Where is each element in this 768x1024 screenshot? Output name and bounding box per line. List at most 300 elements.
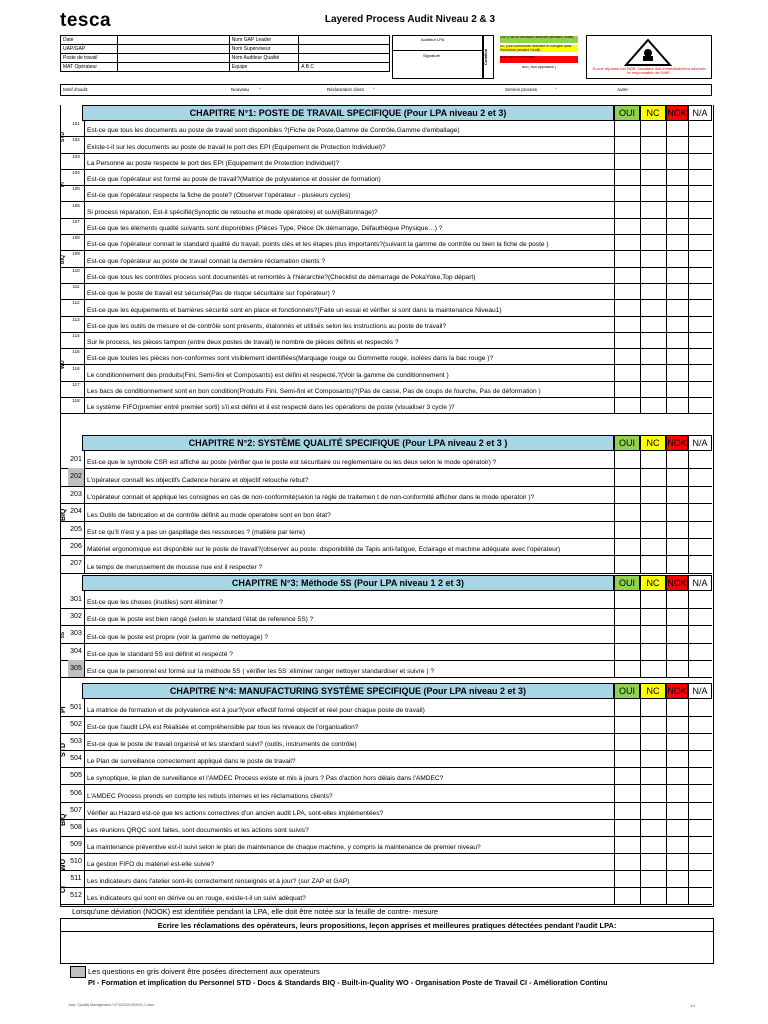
question-number: 101: [68, 120, 85, 136]
question-number: 509: [68, 836, 85, 853]
answer-oui-cell[interactable]: [614, 316, 641, 332]
question-text: Est-ce que les équipements et barrières sécurité sont en place et fonctionnels?(Faite un essai et vérifier si sont dans la maintenance Niveau1): [87, 306, 502, 314]
checklist-row: [60, 625, 712, 643]
answer-nc-cell[interactable]: [640, 486, 667, 503]
question-number: 112: [68, 299, 85, 315]
answer-nc-cell[interactable]: [640, 202, 667, 218]
question-text: Le système FIFO(premier entré premier sorti) s'il est défini et il est respecté dans les opérations de poste (visualiser 3 cycle )?: [87, 404, 455, 412]
checklist-row: [60, 185, 712, 202]
mat-operateur-field[interactable]: [117, 63, 229, 72]
auditeur-label: Auditeur LPA: [421, 37, 445, 42]
question-number: 207: [68, 555, 85, 572]
question-text: Est ce que le personnel est formé sur la méthode 5S ( vérifier les 5S :éliminer ranger nettoyer standardiser et suivre ) ?: [87, 667, 435, 675]
question-number: 105: [68, 185, 85, 201]
col-oui: OUI: [614, 435, 640, 451]
answer-na-cell[interactable]: [688, 660, 715, 677]
deviation-note: Lorsqu'une déviation (NOOK) est identifiée pendant la LPA, elle doit être notée sur la feuille de contre- mesure: [72, 907, 439, 916]
checklist-row: [60, 468, 712, 486]
answer-nc-cell[interactable]: [640, 169, 667, 185]
question-number: 507: [68, 802, 85, 819]
answer-nc-cell[interactable]: [640, 733, 667, 750]
checklist-row: [60, 381, 712, 398]
answer-oui-cell[interactable]: [614, 716, 641, 733]
answer-oui-cell[interactable]: [614, 643, 641, 660]
checklist-row: [60, 153, 712, 170]
question-number: 205: [68, 521, 85, 538]
checklist-row: [60, 218, 712, 235]
question-number: 206: [68, 538, 85, 555]
answer-na-cell[interactable]: [688, 870, 715, 887]
answer-nc-cell[interactable]: [640, 136, 667, 152]
answer-oui-cell[interactable]: [614, 591, 641, 608]
answer-nc-cell[interactable]: [640, 521, 667, 538]
checklist-row: [60, 136, 712, 153]
question-number: 111: [68, 283, 85, 299]
answer-oui-cell[interactable]: [614, 218, 641, 234]
question-number: 116: [68, 365, 85, 381]
col-nok: NOK: [666, 105, 688, 121]
question-text: Est-ce que l'opérateur est formé au poste de travail?(Matrice de polyvalence et dossier de formation): [87, 176, 381, 184]
answer-nc-cell[interactable]: [640, 185, 667, 201]
answer-oui-cell[interactable]: [614, 397, 641, 413]
answer-oui-cell[interactable]: [614, 169, 641, 185]
answer-na-cell[interactable]: [688, 785, 715, 802]
answer-oui-cell[interactable]: [614, 234, 641, 250]
chapter-4-title: CHAPITRE N°4: MANUFACTURING SYSTÈME SPECIFIQUE (Pour LPA niveau 2 et 3): [82, 683, 614, 699]
category-wo: WO: [60, 858, 67, 872]
category-wo: WO: [60, 360, 66, 370]
checklist-row: [60, 716, 712, 734]
question-text: La matrice de formation et de polyvalence est à jour?(voir effectif formé objectif et réel pour chaque poste de travail): [87, 707, 425, 715]
question-text: L'AMDEC Process prends en compte les rebuts internes et les réclamations clients?: [87, 792, 333, 800]
superviseur-field[interactable]: [299, 45, 390, 54]
chapter-2-title: CHAPITRE N°2: SYSTÈME QUALITÉ SPECIFIQUE (Pour LPA niveau 2 et 3 ): [82, 435, 614, 451]
checklist-row: [60, 234, 712, 251]
question-number: 117: [68, 381, 85, 397]
question-number: 106: [68, 202, 85, 218]
nouveau-checkbox[interactable]: ▫: [259, 86, 261, 92]
answer-nc-cell[interactable]: [640, 538, 667, 555]
answer-nc-cell[interactable]: [640, 750, 667, 767]
checklist-row: [60, 802, 712, 820]
grey-legend-swatch: [70, 966, 86, 978]
checklist-row: [60, 503, 712, 521]
checklist-row: [60, 785, 712, 803]
info-label: UAP/GAP: [61, 45, 118, 54]
checklist-row: [60, 538, 712, 556]
answer-nc-cell[interactable]: [640, 853, 667, 870]
question-text: Les indicateurs dans l'atelier sont-ils correctement renseignés et à jour? (sur ZAP et GAP): [87, 878, 350, 886]
question-text: Le temps de merussement de mousse nue est il respecter ?: [87, 563, 263, 571]
answer-na-cell[interactable]: [688, 381, 715, 397]
reclamation-option[interactable]: Réclamation client: [327, 87, 364, 92]
category-5s: 5S: [60, 631, 66, 639]
checklist-row: [60, 120, 712, 137]
checklist-row: [60, 767, 712, 785]
auditeur-qualite-field[interactable]: [299, 54, 390, 63]
answer-nc-cell[interactable]: [640, 608, 667, 625]
answer-nc-cell[interactable]: [640, 591, 667, 608]
question-text: La Personne au poste respecte le port des EPI (Equipement de Protection Individuel)?: [87, 159, 340, 167]
category-biq: BIQ: [60, 813, 67, 827]
question-text: Vérifier au Hazard est-ce que les actions correctives d'un ancien audit LPA, sont-elles implémentées?: [87, 809, 384, 817]
question-number: 303: [68, 625, 85, 642]
answer-oui-cell[interactable]: [614, 283, 641, 299]
question-number: 502: [68, 716, 85, 733]
answer-na-cell[interactable]: [688, 365, 715, 381]
answer-na-cell[interactable]: [688, 887, 715, 904]
answer-oui-cell[interactable]: [614, 202, 641, 218]
question-number: 506: [68, 785, 85, 802]
answer-nc-cell[interactable]: [640, 699, 667, 716]
question-text: Matériel ergonomique est disponible sur le poste de travail?(observer au poste: disponibilité de Tapis anti-fatigue, Eclairage et machine adéquate avec l'opérateur): [87, 546, 561, 554]
answer-nc-cell[interactable]: [640, 555, 667, 572]
checklist-row: [60, 643, 712, 661]
service-option[interactable]: Service process: [505, 87, 538, 92]
checklist-row: [60, 750, 712, 768]
date-field[interactable]: [117, 36, 229, 45]
answer-nc-cell[interactable]: [640, 836, 667, 853]
question-number: 202: [68, 468, 85, 485]
question-text: Est-ce que l'opérateur connait le standard qualité du travail, points clés et les étapes plus importants?(suivant la gamme de contrôle ou bien la fiche de poste ): [87, 241, 549, 249]
question-number: 503: [68, 733, 85, 750]
answer-nc-cell[interactable]: [640, 120, 667, 136]
answer-na-cell[interactable]: [688, 819, 715, 836]
col-nok: NOK: [666, 683, 688, 699]
answer-oui-cell[interactable]: [614, 120, 641, 136]
question-number: 512: [68, 887, 85, 904]
answer-nc-cell[interactable]: [640, 283, 667, 299]
question-number: 505: [68, 767, 85, 784]
document-title: Layered Process Audit Niveau 2 & 3: [324, 14, 496, 25]
answer-nc-cell[interactable]: [640, 234, 667, 250]
answer-nc-cell[interactable]: [640, 397, 667, 413]
answer-nc-cell[interactable]: [640, 218, 667, 234]
question-text: L'opérateur connaît les objectifs Cadence horaire et objectif retouche rebut?: [87, 476, 309, 484]
question-text: La maintenance préventive est-il suivi selon le plan de maintenance de chaque machine, y compris la maintenance de premier niveau?: [87, 843, 481, 851]
answer-na-cell[interactable]: [688, 538, 715, 555]
answer-nc-cell[interactable]: [640, 316, 667, 332]
checklist-row: [60, 819, 712, 837]
checklist-row: [60, 660, 712, 678]
answer-nc-cell[interactable]: [640, 503, 667, 520]
question-text: Est-ce que l'opérateur au poste de travail connait la dernière réclamation clients ?: [87, 257, 326, 265]
answer-na-cell[interactable]: [688, 283, 715, 299]
question-text: La gestion FIFO du matériel est-elle suivie?: [87, 860, 215, 868]
answer-nc-cell[interactable]: [640, 887, 667, 904]
answer-oui-cell[interactable]: [614, 785, 641, 802]
answer-na-cell[interactable]: [688, 750, 715, 767]
abbreviation-legend: PI - Formation et implication du Personnel STD - Docs & Standards BIQ - Built-in-Quality WO - Organisation Poste de Travail CI - Amélioration Continu: [88, 978, 608, 987]
warning-icon: [623, 38, 673, 68]
col-nc: NC: [640, 575, 666, 591]
answer-oui-cell[interactable]: [614, 733, 641, 750]
answer-na-cell[interactable]: [688, 699, 715, 716]
checklist-row: [60, 283, 712, 300]
checklist-row: [60, 202, 712, 219]
question-number: 107: [68, 218, 85, 234]
question-number: 302: [68, 608, 85, 625]
info-label: Poste de travail: [61, 54, 118, 63]
question-text: Est-ce que les éléments qualité suivants sont disponibles (Pièces Type, Pièce Ok démarrage, Défauthèque Physique…) ?: [87, 225, 443, 233]
answer-nc-cell[interactable]: [640, 332, 667, 348]
checklist-row: [60, 608, 712, 626]
answer-nc-cell[interactable]: [640, 716, 667, 733]
answer-nc-cell[interactable]: [640, 267, 667, 283]
answer-oui-cell[interactable]: [614, 608, 641, 625]
col-nc: NC: [640, 683, 666, 699]
col-na: N/A: [688, 575, 712, 591]
motif-label: Motif d'audit:: [63, 87, 89, 92]
answer-na-cell[interactable]: [688, 332, 715, 348]
poste-field[interactable]: [117, 54, 229, 63]
reclamation-checkbox[interactable]: ▫: [373, 86, 375, 92]
answer-nc-cell[interactable]: [640, 153, 667, 169]
answer-oui-cell[interactable]: [614, 767, 641, 784]
answer-na-cell[interactable]: [688, 503, 715, 520]
question-text: Le conditionnement des produits(Fini, Semi-fini et Composants) est défini et respecté,?(Voir la gamme de conditionnement ): [87, 371, 449, 379]
question-text: Sur le process, les pièces tampon (entre deux postes de travail) le nombre de pièces définis et respectés ?: [87, 339, 399, 347]
question-number: 301: [68, 591, 85, 608]
question-number: 511: [68, 870, 85, 887]
legend-oui: OUI (Pas de deviation détectée pendant l'audit): [500, 36, 578, 43]
question-number: 504: [68, 750, 85, 767]
question-text: Est-ce que le poste de travail est sécurisé(Pas de risque sécuritaire sur l'opérateur) ?: [87, 290, 336, 298]
equipe-field[interactable]: A B C: [299, 63, 390, 72]
question-text: Les Outils de fabrication et de contrôle définit au mode operatoire sont en bon état?: [87, 511, 331, 519]
answer-oui-cell[interactable]: [614, 468, 641, 485]
answer-na-cell[interactable]: [688, 608, 715, 625]
answer-oui-cell[interactable]: [614, 750, 641, 767]
answer-nc-cell[interactable]: [640, 381, 667, 397]
answer-oui-cell[interactable]: [614, 836, 641, 853]
answer-nc-cell[interactable]: [640, 625, 667, 642]
answer-oui-cell[interactable]: [614, 381, 641, 397]
answer-nc-cell[interactable]: [640, 348, 667, 364]
col-oui: OUI: [614, 683, 640, 699]
reclamation-box[interactable]: [60, 918, 714, 964]
info-label: Date: [61, 36, 118, 45]
question-number: 115: [68, 348, 85, 364]
col-nc: NC: [640, 435, 666, 451]
answer-oui-cell[interactable]: [614, 299, 641, 315]
answer-nc-cell[interactable]: [640, 365, 667, 381]
category-pi: PI: [60, 182, 66, 188]
company-logo: tesca: [60, 10, 112, 31]
answer-nc-cell[interactable]: [640, 468, 667, 485]
answer-na-cell[interactable]: [688, 591, 715, 608]
answer-na-cell[interactable]: [688, 733, 715, 750]
service-checkbox[interactable]: ▫: [555, 86, 557, 92]
answer-oui-cell[interactable]: [614, 136, 641, 152]
answer-oui-cell[interactable]: [614, 185, 641, 201]
answer-oui-cell[interactable]: [614, 555, 641, 572]
category-ci: CI: [60, 886, 67, 894]
col-oui: OUI: [614, 575, 640, 591]
answer-nc-cell[interactable]: [640, 870, 667, 887]
answer-oui-cell[interactable]: [614, 153, 641, 169]
audit-info-table: [60, 35, 390, 72]
answer-na-cell[interactable]: [688, 348, 715, 364]
answer-na-cell[interactable]: [688, 136, 715, 152]
answer-nc-cell[interactable]: [640, 451, 667, 468]
info-label: Nom GAP Leader: [229, 36, 298, 45]
answer-na-cell[interactable]: [688, 802, 715, 819]
question-number: 501: [68, 699, 85, 716]
question-text: Le synoptique, le plan de surveillance et l'AMDEC Process existe et mis à jours ? Pas d'action hors délais dans l'AMDEC?: [87, 775, 444, 783]
answer-oui-cell[interactable]: [614, 887, 641, 904]
reclamation-title: Ecrire les réclamations des opérateurs, leurs propositions, leçon apprises et meilleures pratiques détectées pendant l'audit LPA:: [157, 921, 617, 930]
answer-oui-cell[interactable]: [614, 267, 641, 283]
answer-oui-cell[interactable]: [614, 819, 641, 836]
answer-na-cell[interactable]: [688, 625, 715, 642]
question-text: Est-ce que l'opérateur respecte la fiche de poste? (Observer l'opérateur - plusieurs cycles): [87, 192, 351, 200]
answer-oui-cell[interactable]: [614, 538, 641, 555]
question-text: Les bacs de conditionnement sont en bon condition(Produits Fini, Semi-fini et Composants)?(Pas de casse, Pas de coups de fourche, Pas de déformation ): [87, 388, 541, 396]
answer-oui-cell[interactable]: [614, 348, 641, 364]
question-text: Les indicateurs qui sont en dérive ou en rouge, existe-t-il un suivi adéquat?: [87, 895, 306, 903]
col-na: N/A: [688, 435, 712, 451]
checklist-row: [60, 699, 712, 717]
checklist-row: [60, 365, 712, 382]
answer-na-cell[interactable]: [688, 153, 715, 169]
gap-leader-field[interactable]: [299, 36, 390, 45]
question-text: Existe-t-il sur les documents au poste de travail le port des EPI (Equipement de Protection Individuel)?: [87, 143, 386, 151]
answer-na-cell[interactable]: [688, 716, 715, 733]
question-text: Est-ce que tous les contrôles process sont documentés et remontés à l'hiérarchie?(Checklist de démarrage de PokaYoke,Top départ): [87, 273, 476, 281]
col-nok: NOK: [666, 575, 688, 591]
question-text: Le Plan de surveillance correctement appliqué dans le poste de travail?: [87, 758, 296, 766]
answer-na-cell[interactable]: [688, 643, 715, 660]
answer-na-cell[interactable]: [688, 316, 715, 332]
question-text: Si process réparation, Est-il spécifié(Synoptic de retouche et mode opératoire) et suivi(Batonnage)?: [87, 208, 378, 216]
col-na: N/A: [688, 105, 712, 121]
question-text: Est-ce que les choses (inutiles) sont éliminer ?: [87, 599, 223, 607]
question-number: 113: [68, 316, 85, 332]
info-label: Nom Superviseur: [229, 45, 298, 54]
question-text: Est-ce que le poste de travail organisé et les standard suivi? (outils, instruments de contrôle): [87, 741, 357, 749]
legend-nok: NOK (Non-conformité): [500, 56, 578, 63]
checklist-row: [60, 521, 712, 539]
info-label: Nom Auditeur Qualité: [229, 54, 298, 63]
answer-nc-cell[interactable]: [640, 767, 667, 784]
checklist-row: [60, 486, 712, 504]
question-number: 108: [68, 234, 85, 250]
audit-motif-row: [60, 84, 712, 96]
answer-na-cell[interactable]: [688, 267, 715, 283]
checklist-row: [60, 836, 712, 854]
question-text: Est-ce que l'audit LPA est Réalisée et compréhensible par tous les niveaux de l'organisation?: [87, 724, 359, 732]
question-text: Est-ce que le standard 5S est définit et respecté ?: [87, 650, 233, 658]
answer-nc-cell[interactable]: [640, 819, 667, 836]
question-number: 118: [68, 397, 85, 413]
answer-nc-cell[interactable]: [640, 660, 667, 677]
autre-option[interactable]: Autre: [617, 87, 628, 92]
answer-na-cell[interactable]: [688, 185, 715, 201]
answer-oui-cell[interactable]: [614, 625, 641, 642]
question-text: Est-ce que toutes les pièces non-conformes sont visiblement identifiées(Marquage rouge ou Gommette rouge, isolées dans la bac rouge )?: [87, 355, 494, 363]
answer-oui-cell[interactable]: [614, 332, 641, 348]
checklist-row: [60, 591, 712, 609]
chapter-3-title: CHAPITRE N°3: Méthode 5S (Pour LPA niveau 1 2 et 3): [82, 575, 614, 591]
answer-nc-cell[interactable]: [640, 643, 667, 660]
checklist-row: [60, 733, 712, 751]
answer-oui-cell[interactable]: [614, 503, 641, 520]
answer-oui-cell[interactable]: [614, 699, 641, 716]
answer-na-cell[interactable]: [688, 767, 715, 784]
question-number: 109: [68, 250, 85, 266]
info-label: MAT Opérateur: [61, 63, 118, 72]
warning-text: Si une réponse est NOK, l'auditeur doit immédiatement informer le responsable de l'UAP.: [592, 66, 706, 75]
category-biq: BIQ: [60, 508, 67, 522]
auditor-block: [392, 35, 484, 79]
answer-oui-cell[interactable]: [614, 451, 641, 468]
answer-na-cell[interactable]: [688, 234, 715, 250]
question-text: Les réunions QRQC sont faites, sont documentés et les actions sont suivis?: [87, 826, 309, 834]
checklist-row: [60, 887, 712, 905]
answer-na-cell[interactable]: [688, 202, 715, 218]
document-reference: Janv / Quality Management / HT16/2021/00/001 / Lotus: [68, 1003, 154, 1007]
nouveau-option[interactable]: Nouveau: [231, 87, 250, 92]
grey-legend-text: Les questions en gris doivent être posées directement aux operateurs: [88, 967, 320, 976]
answer-na-cell[interactable]: [688, 397, 715, 413]
answer-oui-cell[interactable]: [614, 521, 641, 538]
question-number: 510: [68, 853, 85, 870]
answer-oui-cell[interactable]: [614, 853, 641, 870]
answer-na-cell[interactable]: [688, 468, 715, 485]
col-oui: OUI: [614, 105, 640, 121]
answer-na-cell[interactable]: [688, 836, 715, 853]
answer-nc-cell[interactable]: [640, 299, 667, 315]
answer-oui-cell[interactable]: [614, 660, 641, 677]
answer-na-cell[interactable]: [688, 853, 715, 870]
answer-na-cell[interactable]: [688, 169, 715, 185]
question-number: 203: [68, 486, 85, 503]
checklist-row: [60, 299, 712, 316]
answer-oui-cell[interactable]: [614, 486, 641, 503]
checklist-row: [60, 250, 712, 267]
question-number: 102: [68, 136, 85, 152]
answer-na-cell[interactable]: [688, 486, 715, 503]
col-nc: NC: [640, 105, 666, 121]
question-number: 305: [68, 660, 85, 677]
answer-na-cell[interactable]: [688, 218, 715, 234]
answer-na-cell[interactable]: [688, 521, 715, 538]
answer-oui-cell[interactable]: [614, 870, 641, 887]
signature-label: Signature: [423, 53, 441, 58]
answer-na-cell[interactable]: [688, 555, 715, 572]
answer-oui-cell[interactable]: [614, 250, 641, 266]
checklist-row: [60, 267, 712, 284]
answer-na-cell[interactable]: [688, 451, 715, 468]
answer-oui-cell[interactable]: [614, 365, 641, 381]
answer-oui-cell[interactable]: [614, 802, 641, 819]
question-number: 201: [68, 451, 85, 468]
category-std: STD: [60, 743, 67, 757]
question-number: 304: [68, 643, 85, 660]
info-label: Equipe: [229, 63, 298, 72]
question-text: Est-ce que le symbole CSR est affiché au poste (vérifier que le poste est sécuritaire ou reglementaire ou les deux selon le mode opératoir) ?: [87, 459, 497, 467]
legend-nc: NC (Non conformité détectée et corrigée dans l'immédiat pendant l'audit): [500, 45, 578, 52]
question-number: 204: [68, 503, 85, 520]
answer-nc-cell[interactable]: [640, 785, 667, 802]
answer-na-cell[interactable]: [688, 250, 715, 266]
answer-nc-cell[interactable]: [640, 802, 667, 819]
answer-nc-cell[interactable]: [640, 250, 667, 266]
answer-na-cell[interactable]: [688, 120, 715, 136]
answer-na-cell[interactable]: [688, 299, 715, 315]
uap-gap-field[interactable]: [117, 45, 229, 54]
